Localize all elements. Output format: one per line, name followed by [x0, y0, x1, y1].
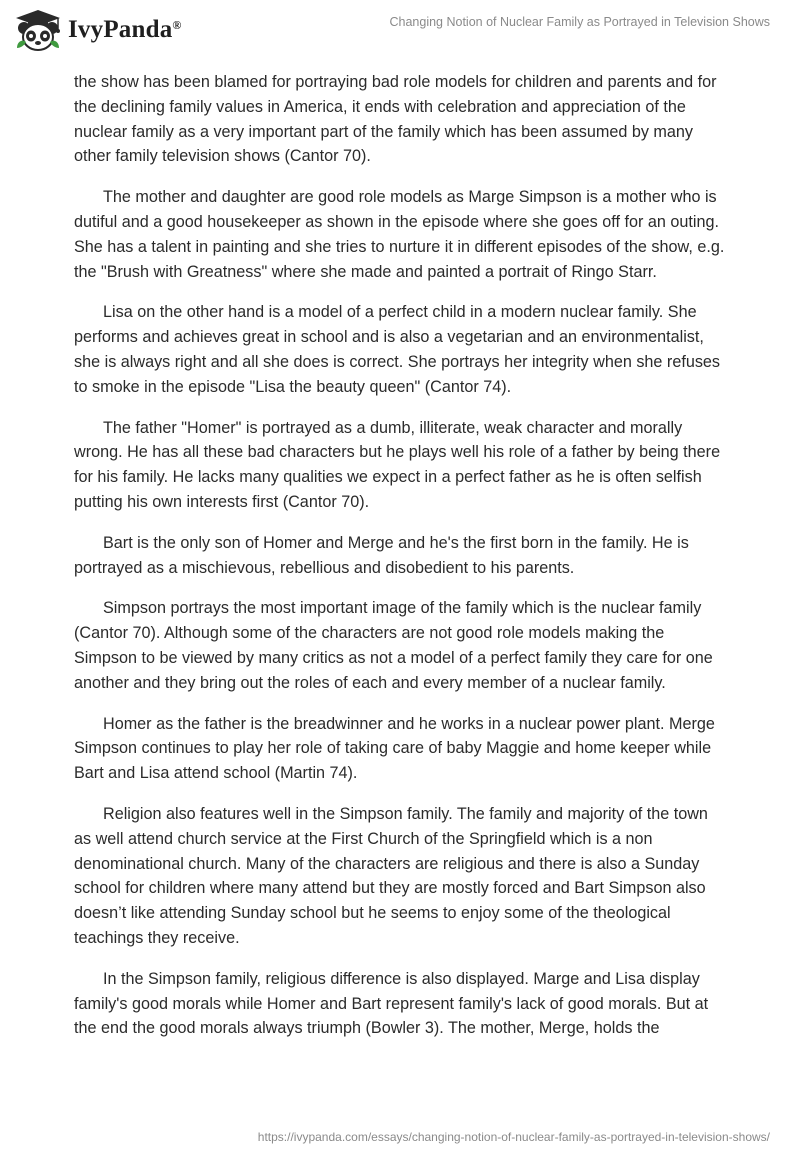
- paragraph: Simpson portrays the most important image of the family which is the nuclear family (Cantor 70). Although some of the characters are not good role models making the Simpson to be viewed by many critics as not a model of a perfect family they care for one another and they bring out the roles of each and every member of a nuclear family.: [74, 599, 713, 692]
- paragraph: the show has been blamed for portraying bad role models for children and parents and for the declining family values in America, it ends with celebration and appreciation of the nuclear family as a very important part of the family which has been assumed by many other family television shows (Cantor 70).: [74, 73, 717, 166]
- paragraph: Religion also features well in the Simpson family. The family and majority of the town as well attend church service at the First Church of the Springfield which is a non denominational church. Many of the characters are religious and there is also a Sunday school for children where many attend but they are mostly forced and Bart Simpson also doesn’t like attending Sunday school but he seems to enjoy some of the theological teachings they receive.: [74, 804, 708, 947]
- paragraph: The mother and daughter are good role models as Marge Simpson is a mother who is dutiful and a good housekeeper as shown in the episode where she goes off for an outing. She has a talent in painting and she tries to nurture it in different episodes of the show, e.g. the "Brush with Greatness" where she made and painted a portrait of Ringo Starr.: [74, 188, 725, 281]
- paragraph: The father "Homer" is portrayed as a dumb, illiterate, weak character and morally wrong. He has all these bad characters but he plays well his role of a father by being there for his family. He lacks many qualities we expect in a perfect father as he is often selfish putting his own interests first (Cantor 70).: [74, 418, 721, 511]
- essay-body: [74, 70, 726, 1057]
- source-url[interactable]: https://ivypanda.com/essays/changing-notion-of-nuclear-family-as-portrayed-in-television-shows/: [257, 1130, 770, 1144]
- panda-graduation-cap-icon: [14, 8, 62, 52]
- document-title: Changing Notion of Nuclear Family as Portrayed in Television Shows: [389, 15, 770, 29]
- paragraph: Homer as the father is the breadwinner and he works in a nuclear power plant. Merge Simpson continues to play her role of taking care of baby Maggie and home keeper while Bart and Lisa attend school (Martin 74).: [74, 714, 715, 783]
- page-header: [0, 0, 800, 64]
- brand-name: IvyPanda®: [68, 16, 182, 43]
- paragraph: Lisa on the other hand is a model of a perfect child in a modern nuclear family. She performs and achieves great in school and is also a vegetarian and an environmentalist, she is always right and all she does is correct. She portrays her integrity when she refuses to smoke in the episode "Lisa the beauty queen" (Cantor 74).: [74, 303, 721, 396]
- paragraph: Bart is the only son of Homer and Merge and he's the first born in the family. He is portrayed as a mischievous, rebellious and disobedient to his parents.: [74, 533, 689, 577]
- ivypanda-logo[interactable]: [14, 8, 182, 52]
- paragraph: In the Simpson family, religious difference is also displayed. Marge and Lisa display family's good morals while Homer and Bart represent family's lack of good morals. But at the end the good morals always triumph (Bowler 3). The mother, Merge, holds the: [74, 969, 709, 1038]
